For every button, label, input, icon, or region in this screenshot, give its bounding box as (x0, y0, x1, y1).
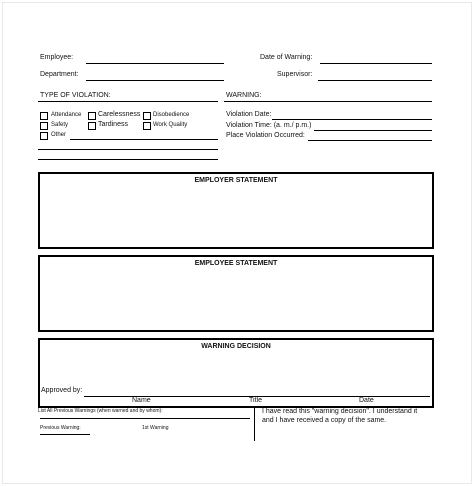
safety-checkbox[interactable] (40, 122, 48, 130)
acknowledgement-line-2: and I have received a copy of the same. (262, 417, 387, 424)
carelessness-option-label: Carelessness (98, 111, 141, 118)
tardiness-option-label: Tardiness (98, 121, 128, 128)
supervisor-label: Supervisor: (277, 71, 313, 78)
carelessness-checkbox[interactable] (88, 112, 96, 120)
other-blank-line-1[interactable] (38, 149, 218, 150)
previous-warning-field[interactable] (40, 434, 90, 435)
other-specify-field[interactable] (70, 139, 218, 140)
type-of-violation-underline (38, 101, 218, 102)
list-previous-warnings-label: List All Previous Warnings (when warned and by whom): (38, 408, 163, 414)
supervisor-field[interactable] (318, 80, 432, 81)
approved-by-label: Approved by: (41, 387, 83, 394)
employee-field[interactable] (86, 63, 224, 64)
footer-divider (254, 407, 255, 441)
approval-name-label: Name (132, 397, 151, 404)
employer-statement-box[interactable] (38, 172, 434, 249)
approval-date-label: Date (359, 397, 374, 404)
date-of-warning-field[interactable] (320, 63, 432, 64)
warning-decision-box[interactable] (38, 338, 434, 408)
approval-title-label: Title (249, 397, 262, 404)
employee-statement-title: EMPLOYEE STATEMENT (194, 260, 278, 267)
previous-warning-label: Previous Warning: (40, 425, 81, 431)
work-quality-option-label: Work Quality (153, 122, 188, 128)
tardiness-checkbox[interactable] (88, 122, 96, 130)
other-checkbox[interactable] (40, 132, 48, 140)
attendance-option-label: Attendance (51, 112, 82, 118)
warning-decision-title: WARNING DECISION (201, 343, 271, 350)
disobedience-checkbox[interactable] (143, 112, 151, 120)
previous-warnings-field[interactable] (40, 418, 250, 419)
type-of-violation-label: TYPE OF VIOLATION: (40, 92, 111, 99)
place-violation-label: Place Violation Occurred: (226, 132, 305, 139)
attendance-checkbox[interactable] (40, 112, 48, 120)
violation-time-label: Violation Time: (a. m./ p.m.) (226, 122, 312, 129)
safety-option-label: Safety (51, 122, 69, 128)
disobedience-option-label: Disobedience (153, 112, 190, 118)
employee-statement-box[interactable] (38, 255, 434, 332)
violation-date-label: Violation Date: (226, 111, 272, 118)
warning-label: WARNING: (226, 92, 262, 99)
other-blank-line-2[interactable] (38, 159, 218, 160)
work-quality-checkbox[interactable] (143, 122, 151, 130)
department-field[interactable] (86, 80, 224, 81)
violation-time-field[interactable] (314, 130, 432, 131)
employer-statement-title: EMPLOYER STATEMENT (194, 177, 278, 184)
warning-underline (224, 101, 432, 102)
acknowledgement-line-1: I have read this "warning decision". I understand it (262, 408, 418, 415)
first-warning-label: 1st Warning (142, 425, 169, 431)
place-violation-field[interactable] (308, 140, 432, 141)
department-label: Department: (40, 71, 79, 78)
employee-label: Employee: (40, 54, 74, 61)
violation-date-field[interactable] (272, 119, 432, 120)
date-of-warning-label: Date of Warning: (260, 54, 313, 61)
other-option-label: Other (51, 132, 67, 138)
